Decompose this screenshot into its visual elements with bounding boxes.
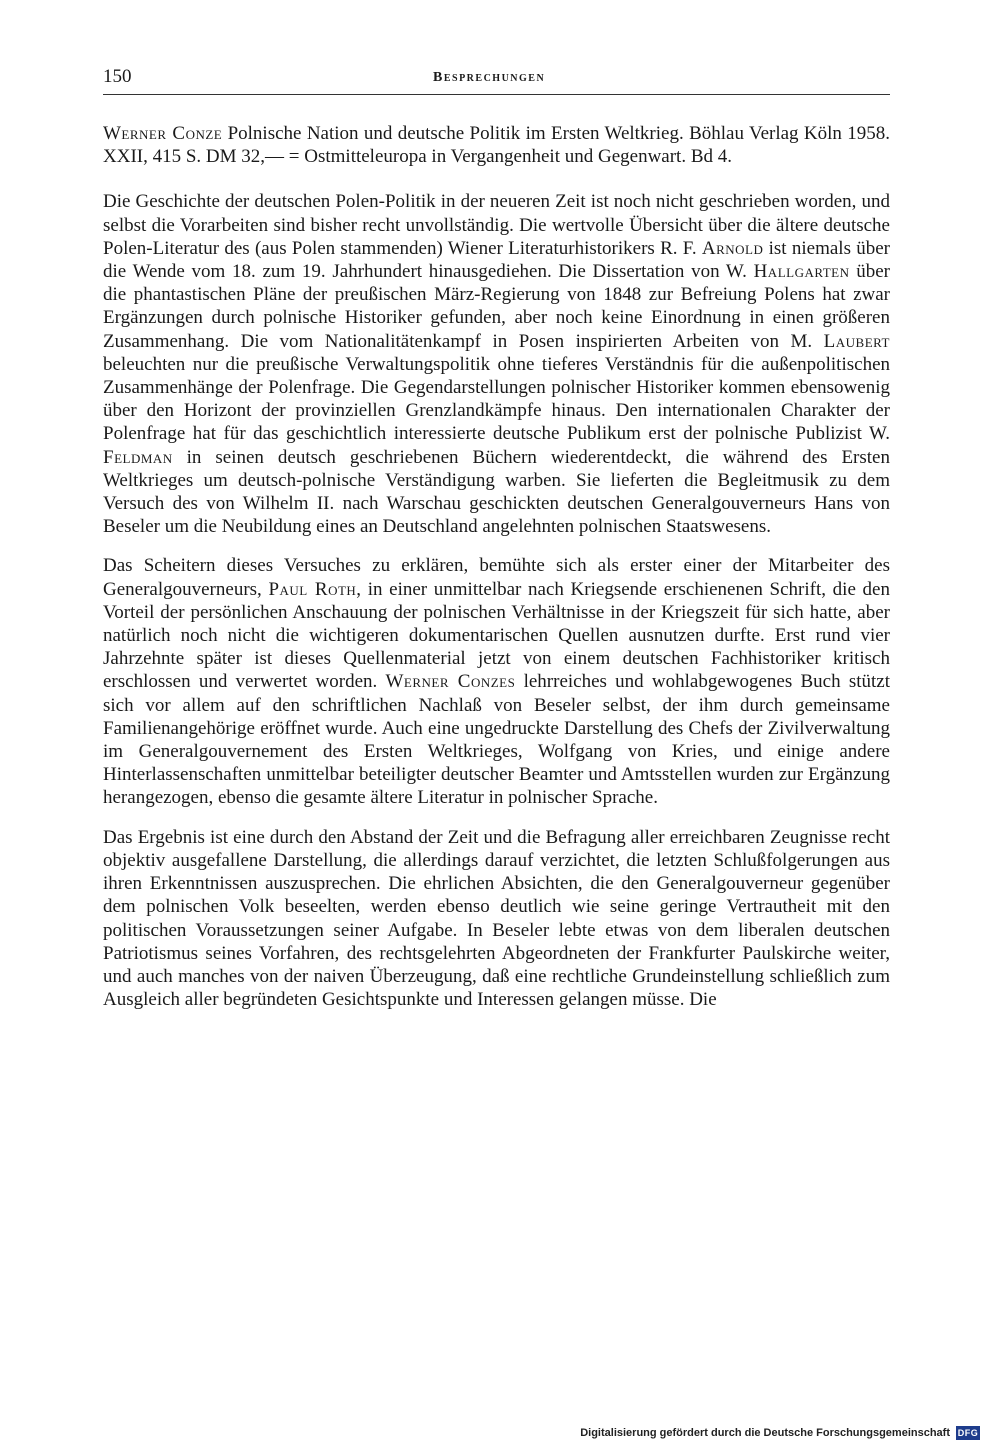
page-header [103,66,890,95]
running-head: Besprechungen [433,70,546,85]
text-segment: in seinen deutsch geschriebenen Büchern wiederentdeckt, die während des Ersten Weltkrieges um deutsch-polnische Verständigung warben. Sie lieferten die Begleitmusik zu dem Versuch des von Wilhelm II. nach Warschau geschickten deutschen Generalgouverneurs Hans von Beseler um die Neubildung eines an Deutschland angelehnten polnischen Staatswesens. [103,446,890,538]
text-segment: Die Geschichte der deutschen Polen-Politik in der neueren Zeit ist noch nicht geschrieben worden, und selbst die Vorarbeiten sind bisher recht unvollständig. Die wertvolle Übersicht über die ältere deutsche Polen-Literatur des (aus Polen stammenden) Wiener Literaturhistorikers R. F. [103,191,890,259]
footer-credit: Digitalisierung gefördert durch die Deutsche Forschungsgemeinschaft [580,1427,950,1439]
author-name: Paul Roth [268,578,357,600]
page-number: 150 [103,66,132,87]
text-segment: beleuchten nur die preußische Verwaltungspolitik ohne tieferes Verständnis für die außenpolitischen Zusammenhänge der Polenfrage. Die Gegendarstellungen polnischer Historiker kommen ebensowenig über den Horizont der provinziellen Grenzlandkämpfe hinaus. Den internationalen Charakter der Polenfrage hat für das geschichtlich interessierte deutsche Publikum erst der polnische Publizist W. [103,353,890,445]
text-segment: Das Scheitern dieses Versuches zu erklären, bemühte sich als erster einer der Mitarbeiter des Generalgouverneurs, [103,555,890,600]
citation-text: Polnische Nation und deutsche Politik im Ersten Weltkrieg. Böhlau Verlag Köln 1958. XXII, 415 S. DM 32,— = Ostmitteleuropa in Vergangenheit und Gegenwart. Bd 4. [103,123,890,168]
author-name: Hallgarten [753,261,850,283]
author-name: Arnold [701,237,764,259]
author-name: Feldman [103,446,173,468]
text-segment: , in einer unmittelbar nach Kriegsende erschienenen Schrift, die den Vorteil der persönlichen Anschauung der polnischen Verhältnisse in der Kriegszeit für sich hatte, aber natürlich noch nicht die wichtigeren dokumentarischen Quellen ausnutzen durfte. Erst rund vier Jahrzehnte später ist dieses Quellenmaterial jetzt von einem deutschen Fachhistoriker kritisch erschlossen und verwertet worden. [103,578,890,693]
digitization-footer [580,1426,980,1440]
paragraph-2 [103,554,890,809]
text-segment: Das Ergebnis ist eine durch den Abstand der Zeit und die Befragung aller erreichbaren Zeugnisse recht objektiv ausgefallene Darstellung, die allerdings darauf verzichtet, die letzten Schlußfolgerungen aus ihren Erkenntnissen auszusprechen. Die ehrlichen Absichten, die den Generalgouverneur gegenüber dem polnischen Volk beseelten, werden ebenso deutlich wie seine geringe Vertrautheit mit den politischen Voraussetzungen seiner Aufgabe. In Beseler lebte etwas von dem liberalen deutschen Patriotismus seines Vorfahren, des rechtsgelehrten Abgeordneten der Frankfurter Paulskirche weiter, und auch manches von der naiven Überzeugung, daß eine rechtliche Grundeinstellung schließlich zum Ausgleich aller begründeten Gesichtspunkte und Interessen gelangen müsse. Die [103,826,890,1011]
paragraph-1 [103,190,890,538]
text-segment: lehrreiches und wohlabgewogenes Buch stützt sich vor allem auf den schriftlichen Nachlaß von Beseler selbst, der ihm durch gemeinsame Familienangehörige eröffnet wurde. Auch eine ungedruckte Darstellung des Chefs der Zivilverwaltung im Generalgouvernement des Ersten Weltkrieges, Wolfgang von Kries, und einige andere Hinterlassenschaften unmittelbar beteiligter deutscher Beamter und Amtsstellen wurden zur Ergänzung herangezogen, ebenso die gesamte ältere Literatur in polnischer Sprache. [103,671,890,809]
author-name: Laubert [823,330,890,352]
paragraph-3 [103,826,890,1012]
citation-author: Werner Conze [103,123,223,144]
text-segment: ist niemals über die Wende vom 18. zum 19. Jahrhundert hinausgediehen. Die Dissertation von W. [103,237,890,283]
review-body [103,122,890,1027]
book-citation [103,122,890,168]
author-name: Werner Conzes [385,671,516,693]
text-segment: über die phantastischen Pläne der preußischen März-Regierung von 1848 zur Befreiung Polens hat zwar Ergänzungen durch polnische Historiker gefunden, aber noch keine Einordnung in einen größeren Zusammenhang. Die vom Nationalitätenkampf in Posen inspirierten Arbeiten von M. [103,261,890,352]
dfg-logo-icon: DFG [957,1428,979,1438]
